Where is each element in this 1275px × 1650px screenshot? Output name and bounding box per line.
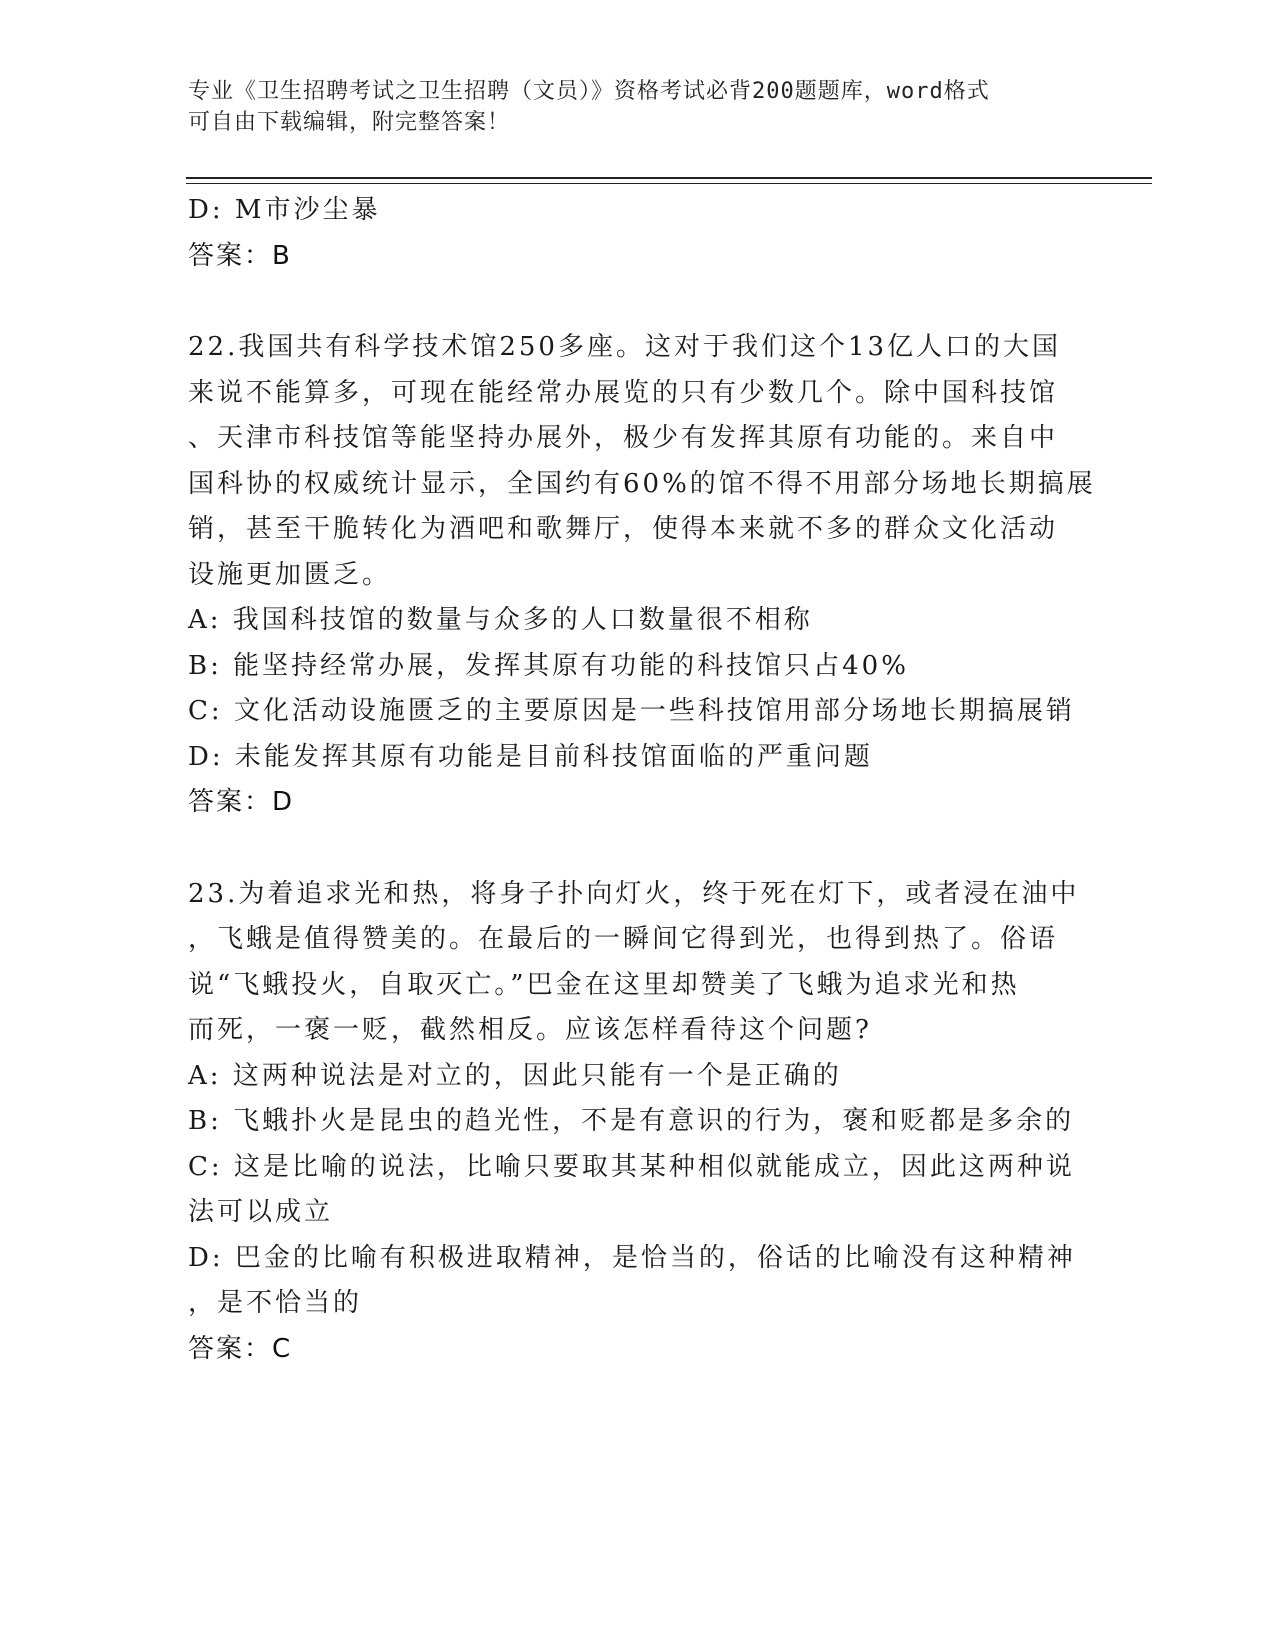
option-d: D: 巴金的比喻有积极进取精神，是恰当的，俗话的比喻没有这种精神 [188,1242,1076,1273]
question-text-line: ，飞蛾是值得赞美的。在最后的一瞬间它得到光，也得到热了。俗语 [188,924,1059,954]
option-d-continued: ，是不恰当的 [188,1288,363,1318]
question-text-line: 说“飞蛾投火，自取灭亡。”巴金在这里却赞美了飞蛾为追求光和热 [188,969,1020,1000]
option-c: C: 这是比喻的说法，比喻只要取其某种相似就能成立，因此这两种说 [188,1151,1075,1182]
question-23 [188,872,1078,1373]
spacer [188,826,1078,872]
question-text-line: 设施更加匮乏。 [188,559,392,590]
question-text-line: 国科协的权威统计显示，全国约有60%的馆不得不用部分场地长期搞展 [188,468,1096,499]
spacer [188,279,1078,325]
option-a: A: 这两种说法是对立的，因此只能有一个是正确的 [188,1060,842,1091]
answer: 答案：D [188,787,295,817]
option-d-prev: D: M市沙尘暴 [188,195,381,225]
question-text-line: 销，甚至干脆转化为酒吧和歌舞厅，使得本来就不多的群众文化活动 [188,514,1059,544]
question-text-line: 来说不能算多，可现在能经常办展览的只有少数几个。除中国科技馆 [188,377,1059,408]
question-text-line: 23.为着追求光和热，将身子扑向灯火，终于死在灯下，或者浸在油中 [188,878,1080,909]
option-c-continued: 法可以成立 [188,1197,334,1227]
answer: 答案：C [188,1333,293,1364]
document-body [188,188,1096,1372]
document-header [188,76,1068,138]
option-c: C: 文化活动设施匮乏的主要原因是一些科技馆用部分场地长期搞展销 [188,696,1075,726]
header-divider-thin [186,183,1152,184]
option-b: B: 飞蛾扑火是昆虫的趋光性，不是有意识的行为，褒和贬都是多余的 [188,1106,1075,1136]
question-text-line: 而死，一褒一贬，截然相反。应该怎样看待这个问题? [188,1015,872,1045]
header-line-1: 专业《卫生招聘考试之卫生招聘（文员）》资格考试必背200题题库，word格式 [188,79,990,104]
header-divider-thick [186,177,1152,179]
answer-prev: 答案：B [188,240,292,271]
question-22 [188,325,1096,826]
option-d: D: 未能发挥其原有功能是目前科技馆面临的严重问题 [188,741,873,772]
option-b: B: 能坚持经常办展，发挥其原有功能的科技馆只占40% [188,650,909,681]
header-line-2: 可自由下载编辑，附完整答案！ [188,110,511,135]
option-a: A: 我国科技馆的数量与众多的人口数量很不相称 [188,605,813,635]
question-text-line: 22.我国共有科学技术馆250多座。这对于我们这个13亿人口的大国 [188,332,1062,362]
question-text-line: 、天津市科技馆等能坚持办展外，极少有发挥其原有功能的。来自中 [188,423,1059,453]
